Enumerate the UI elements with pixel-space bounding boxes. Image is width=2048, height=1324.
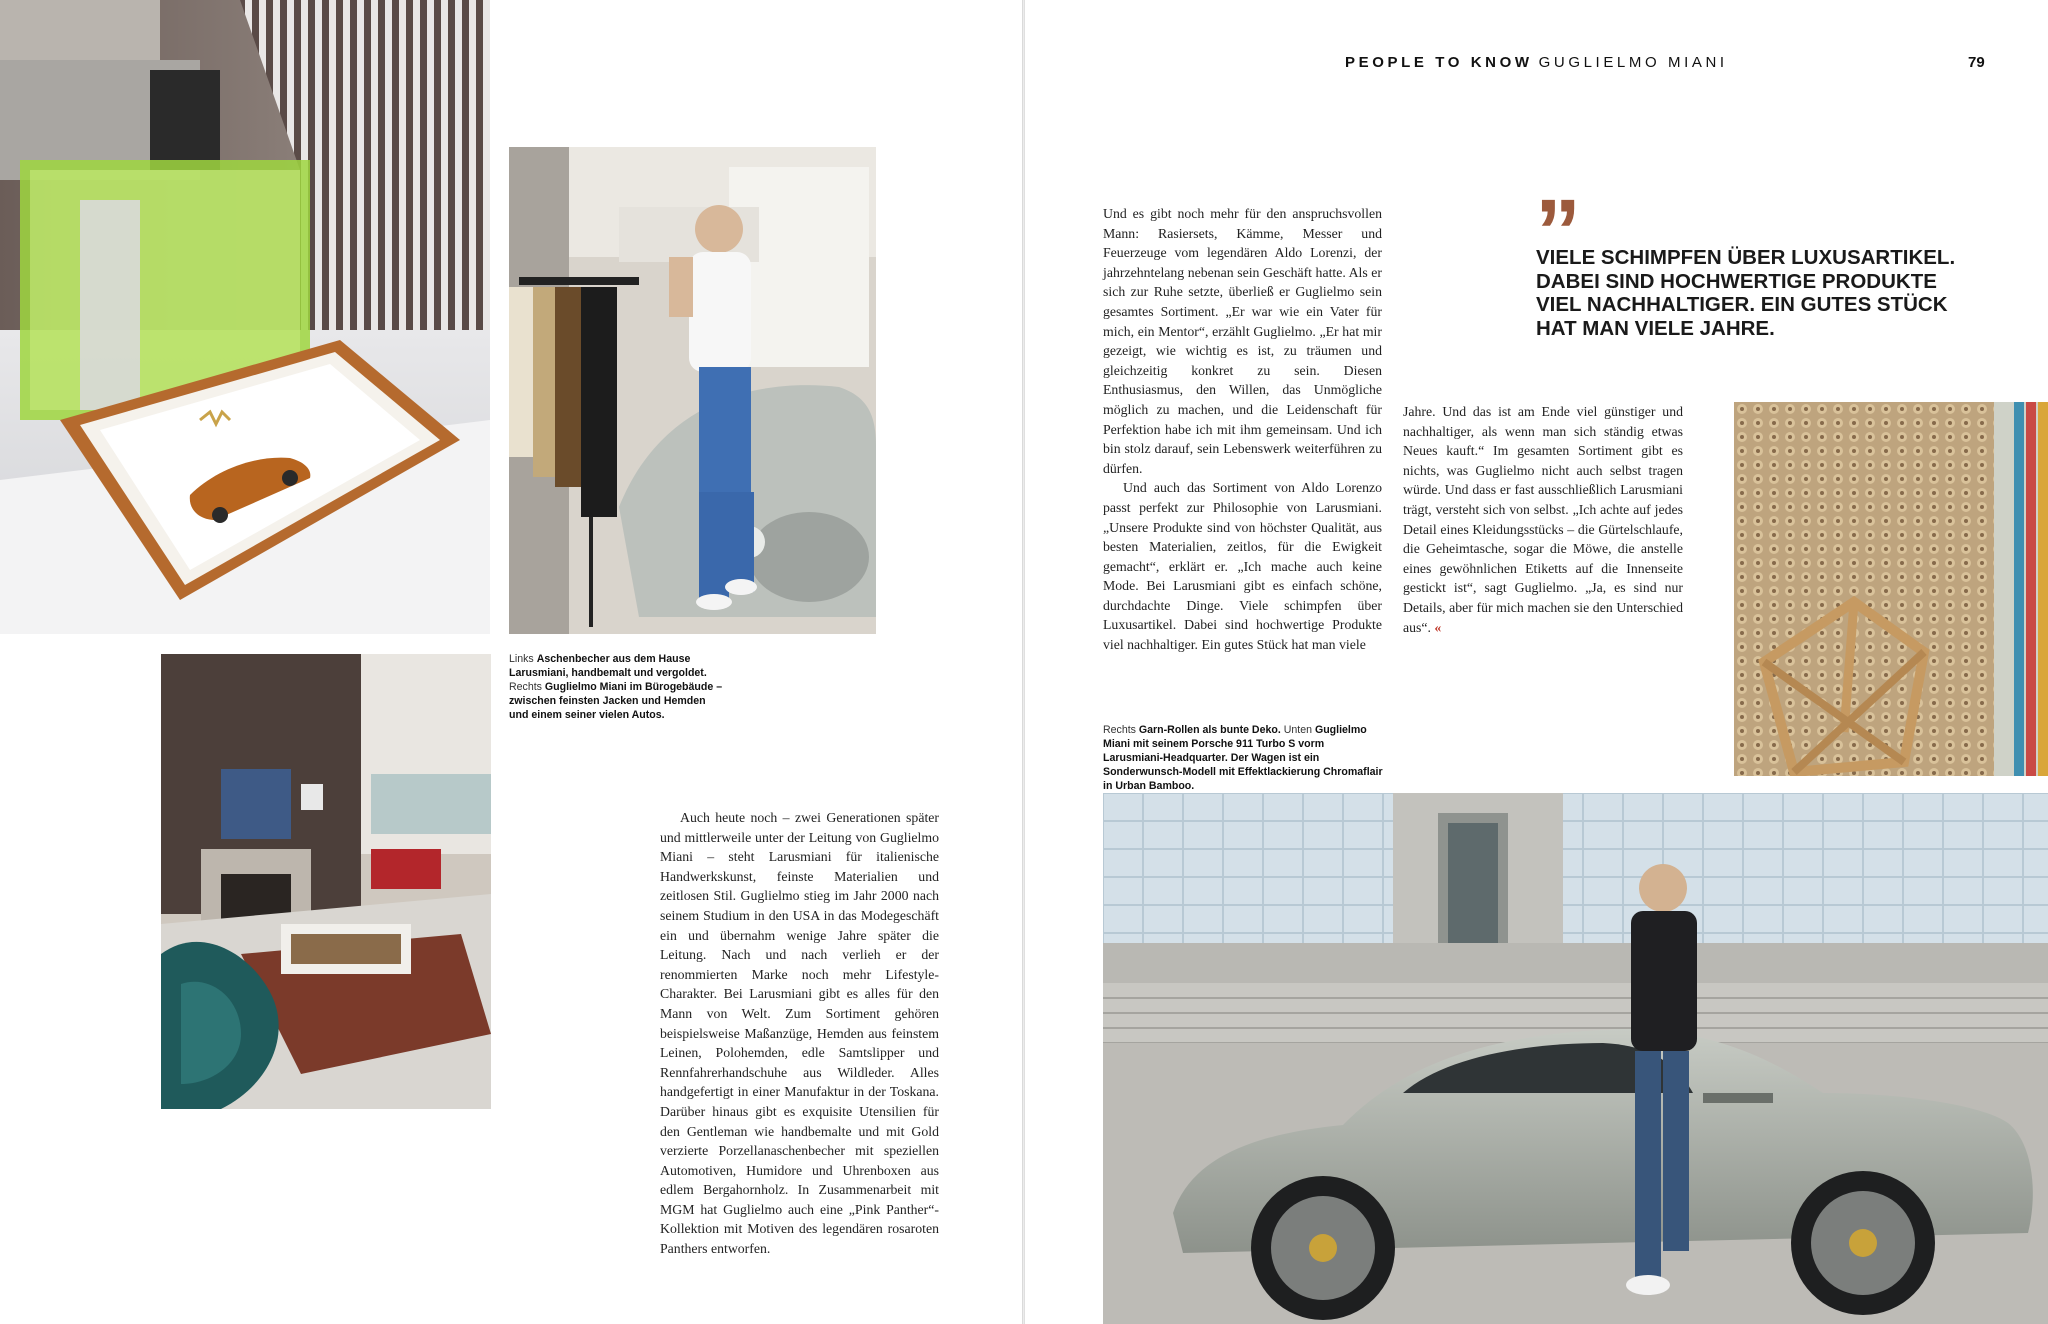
article-subject: GUGLIELMO MIANI [1538,54,1728,71]
ashtray-photo [0,0,490,634]
caption-lead-rechts-right: Rechts [1103,724,1139,736]
miani-office-photo [509,147,876,634]
right-photo-caption [1103,723,1383,793]
middle-paragraph-1: Und es gibt noch mehr für den anspruchsvollen Mann: Rasiersets, Kämme, Messer und Feuerzeuge vom legendären Aldo Lorenzi, der jahrzehntelang nebenan sein Geschäft hatte. Als er sich zur Ruhe setzte, überließ er Guglielmo sein gesamtes Sortiment. „Er war wie ein Vater für mich, ein Mentor“, erzählt Guglielmo. „Er hat mir gezeigt, wie wichtig es ist, zu träumen und gleichzeitig konkret zu sein. Diesen Enthusiasmus, den Willen, das Unmögliche möglich zu machen, und die Leidenschaft für Perfektion habe ich mit ihm gemeinsam. Und ich bin stolz darauf, sein Lebenswerk weiterführen zu dürfen. [1103,206,1382,476]
porsche-photo [1103,793,2048,1324]
left-body-paragraph: Auch heute noch – zwei Generationen später und mittlerweile unter der Leitung von Guglielmo Miani – steht Larusmiani für italienische Handwerkskunst, feinste Materialien und zeitlosen Stil. Guglielmo stieg im Jahr 2000 nach seinem Studium in den USA in das Modegeschäft ein und übernahm wenige Jahre später die Leitung. Nach und nach verlieh er der renommierten Marke noch mehr Lifestyle-Charakter. Bei Larusmiani gibt es alles für den Mann von Welt. Zum Sortiment gehören beispielsweise Maßanzüge, Hemden aus feinstem Leinen, Polohemden, edle Samtslipper und Rennfahrerhandschuhe aus Wildleder. Alles handgefertigt in einer Manufaktur in der Toskana. Darüber hinaus gibt es exquisite Utensilien für den Gentleman wie handbemalte und mit Gold verzierte Porzellanaschenbecher mit speziellen Automotiven, Humidore und Uhrenboxen aus edlem Bergahornholz. In Zusammenarbeit mit MGM hat Guglielmo auch eine „Pink Panther“-Kollektion mit Motiven des legendären rosaroten Panthers entworfen. [660,810,939,1257]
caption-lead-rechts: Rechts [509,681,545,693]
caption-lead-unten: Unten [1280,724,1315,736]
yarn-spools-photo [1734,402,2048,776]
caption-text-ashtray: Aschenbecher aus dem Hause Larusmiani, handbemalt und vergoldet. [509,653,707,679]
page-number: 79 [1968,54,1985,71]
caption-text-office: Guglielmo Miani im Bürogebäude – zwischen feinsten Jacken und Hemden und einem seiner vielen Autos. [509,681,723,721]
left-page [0,0,1022,1324]
left-photo-caption [509,652,724,722]
living-room-photo [161,654,491,1109]
section-label: PEOPLE TO KNOW [1345,54,1533,71]
left-body-column [660,808,939,1259]
right-paragraph [1403,402,1683,637]
caption-text-porsche: Guglielmo Miani mit seinem Porsche 911 Turbo S vorm Larusmiani-Headquarter. Der Wagen ist ein Sonderwunsch-Modell mit Effektlackierung Chromaflair in Urban Bamboo. [1103,724,1383,792]
pull-quote: VIELE SCHIMPFEN ÜBER LUXUSARTIKEL. DABEI SIND HOCHWERTIGE PRODUKTE VIEL NACHHALTIGER. EIN GUTES STÜCK HAT MAN VIELE JAHRE. [1536,246,1956,340]
right-page [1025,0,2048,1324]
middle-body-column [1103,204,1382,655]
quote-mark-icon: ” [1535,181,1581,283]
right-paragraph-text: Jahre. Und das ist am Ende viel günstiger und nachhaltiger, als wenn man sich ständig etwas Neues kauft.“ Im gesamten Sortiment gibt es nichts, was Guglielmo nicht auch selbst tragen würde. Und dass er fast ausschließlich Larusmiani trägt, versteht sich von selbst. „Ich achte auf jedes Detail eines Kleidungsstücks – die Gürtelschlaufe, die Geheimtasche, sogar die Möwe, die anstelle eines gewöhnlichen Etiketts auf die Innenseite gestickt ist“, sagt Guglielmo. „Ja, es sind nur Details, aber für mich machen sie den Unterschied aus“. [1403,404,1683,635]
end-mark: « [1434,619,1442,635]
caption-lead-links: Links [509,653,537,665]
page-header [1345,54,1728,71]
caption-text-yarn: Garn-Rollen als bunte Deko. [1138,724,1281,736]
right-body-column [1403,402,1683,637]
middle-paragraph-2: Und auch das Sortiment von Aldo Lorenzo passt perfekt zur Philosophie von Larusmiani. „Unsere Produkte sind von höchster Qualität, aus besten Materialien, zeitlos, für die Ewigkeit gemacht“, erklärt er. „Ich mache auch keine Mode. Bei Larusmiani gibt es einfach schöne, durchdachte Dinge. Viele schimpfen über Luxusartikel. Dabei sind hochwertige Produkte viel nachhaltiger. Ein gutes Stück hat man viele [1103,480,1382,653]
